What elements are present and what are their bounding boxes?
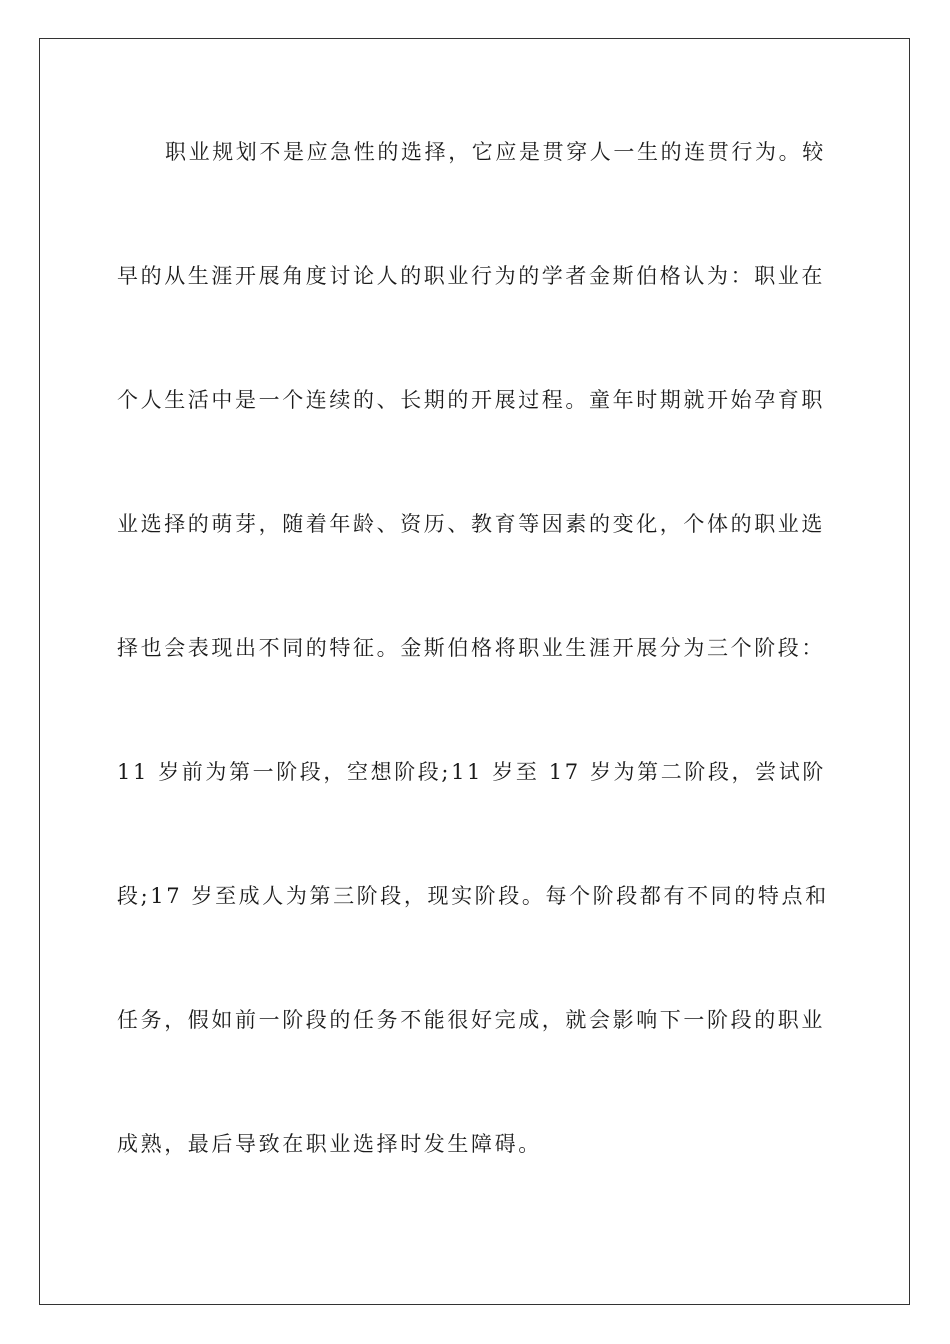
- paragraph-line-6: 11 岁前为第一阶段，空想阶段;11 岁至 17 岁为第二阶段，尝试阶: [117, 760, 826, 784]
- paragraph-line-9: 成熟，最后导致在职业选择时发生障碍。: [117, 1132, 542, 1156]
- paragraph-line-2: 早的从生涯开展角度讨论人的职业行为的学者金斯伯格认为：职业在: [117, 264, 825, 288]
- paragraph-line-3: 个人生活中是一个连续的、长期的开展过程。童年时期就开始孕育职: [117, 388, 825, 412]
- paragraph-line-5: 择也会表现出不同的特征。金斯伯格将职业生涯开展分为三个阶段：: [117, 636, 825, 660]
- paragraph-line-8: 任务，假如前一阶段的任务不能很好完成，就会影响下一阶段的职业: [117, 1008, 825, 1032]
- paragraph-line-4: 业选择的萌芽，随着年龄、资历、教育等因素的变化，个体的职业选: [117, 512, 825, 536]
- paragraph-line-7: 段;17 岁至成人为第三阶段，现实阶段。每个阶段都有不同的特点和: [117, 884, 829, 908]
- document-body: [117, 128, 833, 1244]
- paragraph-line-1: 职业规划不是应急性的选择，它应是贯穿人一生的连贯行为。较: [165, 140, 826, 164]
